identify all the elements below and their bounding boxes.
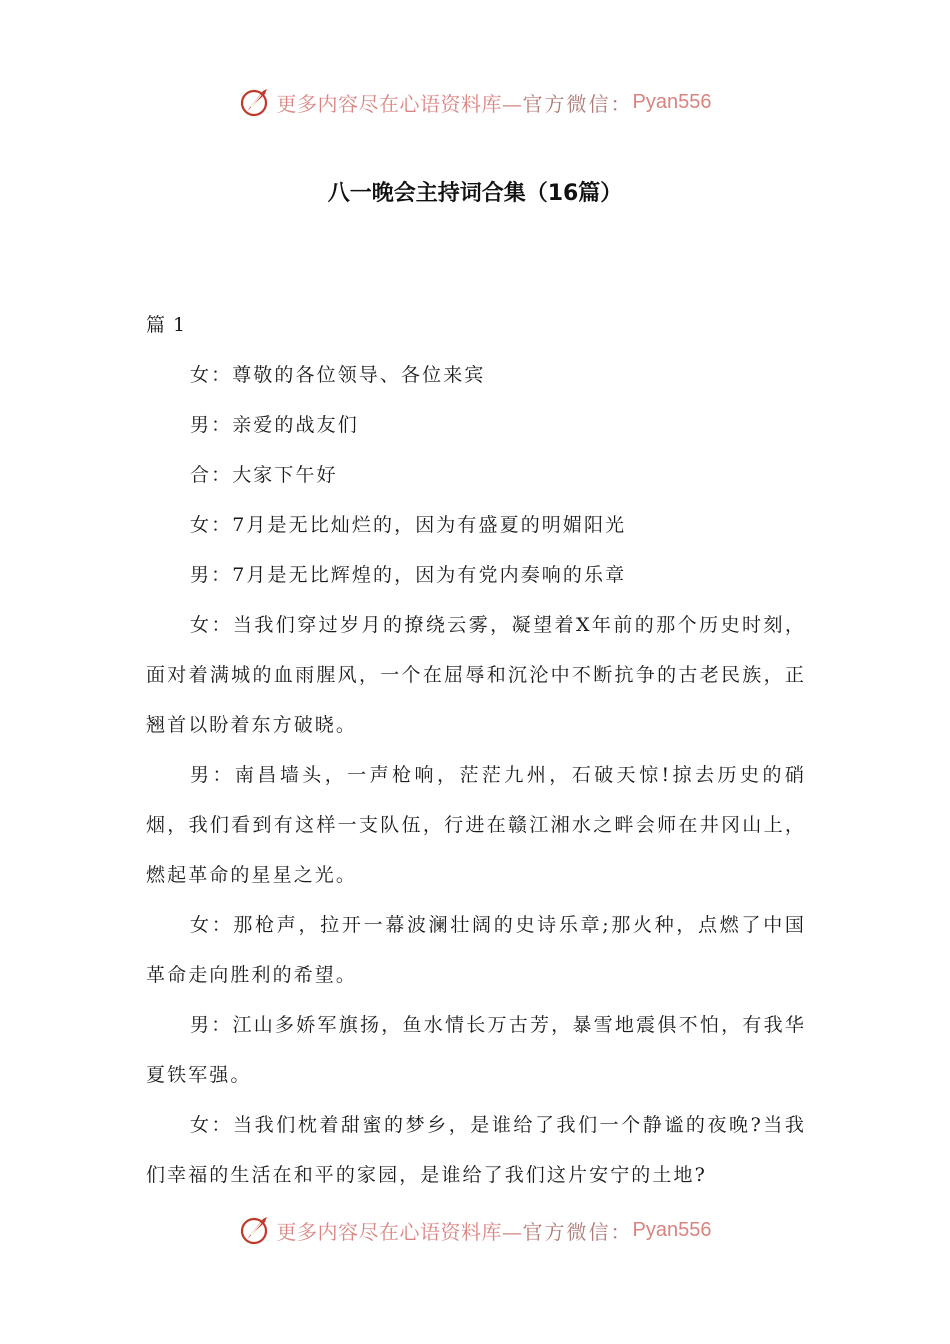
quill-pen-logo-icon [239,1213,273,1247]
watermark-wechat-id: Pyan556 [632,90,712,113]
watermark-wechat-label: 官方微信： [522,1219,633,1244]
quill-pen-logo-icon [239,85,273,119]
watermark-brand-text: 更多内容尽在心语资料库— [276,1219,523,1244]
paragraph: 男：南昌墙头，一声枪响，茫茫九州，石破天惊!掠去历史的硝烟，我们看到有这样一支队伍，行进在赣江湘水之畔会师在井冈山上，燃起革命的星星之光。 [146,764,806,886]
paragraph: 男：亲爱的战友们 [190,414,359,436]
paragraph: 女：当我们穿过岁月的撩绕云雾，凝望着X年前的那个历史时刻，面对着满城的血雨腥风，一个在屈辱和沉沦中不断抗争的古老民族，正翘首以盼着东方破晓。 [146,614,806,736]
paragraph: 合：大家下午好 [190,464,338,486]
watermark-banner-bottom [0,1210,950,1250]
paragraph: 女：当我们枕着甜蜜的梦乡，是谁给了我们一个静谧的夜晚?当我们幸福的生活在和平的家园，是谁给了我们这片安宁的土地? [146,1114,806,1186]
watermark-wechat-label: 官方微信： [522,91,633,116]
watermark-banner-top [0,82,950,122]
watermark-brand-text: 更多内容尽在心语资料库— [276,91,523,116]
paragraph: 女：尊敬的各位领导、各位来宾 [190,364,486,386]
section-label: 篇 1 [146,314,187,336]
document-title: 八一晚会主持词合集（16篇） [327,181,623,206]
paragraph: 女：那枪声，拉开一幕波澜壮阔的史诗乐章;那火种，点燃了中国革命走向胜利的希望。 [146,914,806,986]
paragraph: 女：7月是无比灿烂的，因为有盛夏的明媚阳光 [190,514,627,536]
paragraph: 男：江山多娇军旗扬，鱼水情长万古芳，暴雪地震俱不怕，有我华夏铁军强。 [146,1014,806,1086]
document-body [146,300,806,1200]
paragraph: 男：7月是无比辉煌的，因为有党内奏响的乐章 [190,564,627,586]
watermark-wechat-id: Pyan556 [632,1218,712,1241]
